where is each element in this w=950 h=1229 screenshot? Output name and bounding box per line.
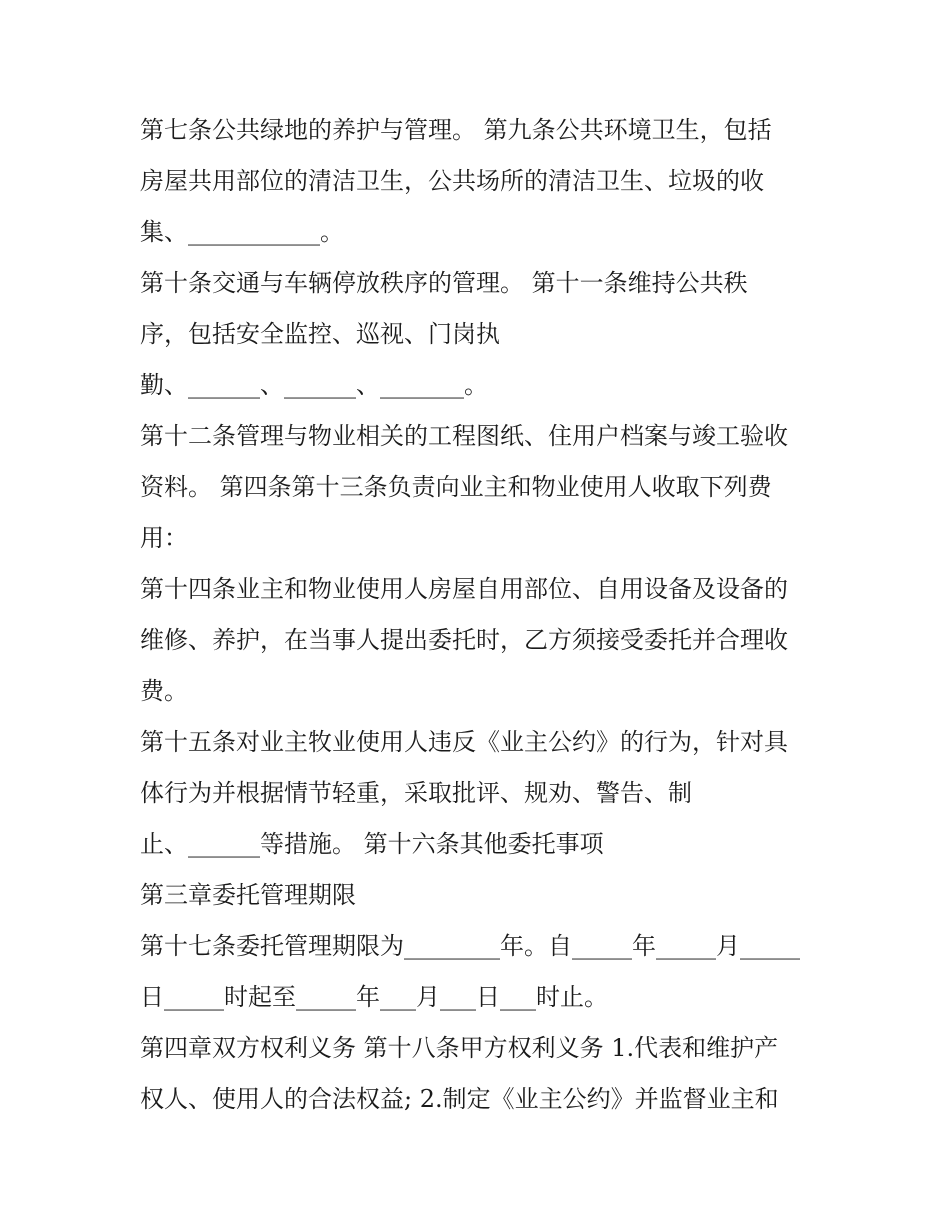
text-line: 房屋共用部位的清洁卫生，公共场所的清洁卫生、垃圾的收 xyxy=(140,167,764,195)
text-line: 第十二条管理与物业相关的工程图纸、住用户档案与竣工验收 xyxy=(140,422,788,450)
text-line: 维修、养护，在当事人提出委托时，乙方须接受委托并合理收 xyxy=(140,626,788,654)
text-line: 第三章委托管理期限 xyxy=(140,881,356,909)
text-line: 第十四条业主和物业使用人房屋自用部位、自用设备及设备的 xyxy=(140,575,788,603)
text-line: 止、______等措施。 第十六条其他委托事项 xyxy=(140,830,604,858)
text-line: 资料。 第四条第十三条负责向业主和物业使用人收取下列费 xyxy=(140,473,772,501)
text-line: 第四章双方权利义务 第十八条甲方权利义务 1.代表和维护产 xyxy=(140,1034,779,1062)
text-line: 第十七条委托管理期限为________年。自_____年_____月_____ xyxy=(140,932,800,960)
text-line: 第十条交通与车辆停放秩序的管理。 第十一条维持公共秩 xyxy=(140,269,748,297)
text-line: 集、___________。 xyxy=(140,218,344,246)
text-line: 序，包括安全监控、巡视、门岗执 xyxy=(140,320,500,348)
text-line: 日_____时起至_____年___月___日___时止。 xyxy=(140,983,608,1011)
text-line: 勤、______、______、_______。 xyxy=(140,371,488,399)
text-line: 第七条公共绿地的养护与管理。 第九条公共环境卫生，包括 xyxy=(140,116,772,144)
text-line: 体行为并根据情节轻重，采取批评、规劝、警告、制 xyxy=(140,779,692,807)
contract-text xyxy=(140,105,830,1125)
text-line: 费。 xyxy=(140,677,188,705)
text-line: 权人、使用人的合法权益; 2.制定《业主公约》并监督业主和 xyxy=(140,1085,779,1113)
text-line: 第十五条对业主牧业使用人违反《业主公约》的行为，针对具 xyxy=(140,728,788,756)
text-line: 用： xyxy=(140,524,188,552)
